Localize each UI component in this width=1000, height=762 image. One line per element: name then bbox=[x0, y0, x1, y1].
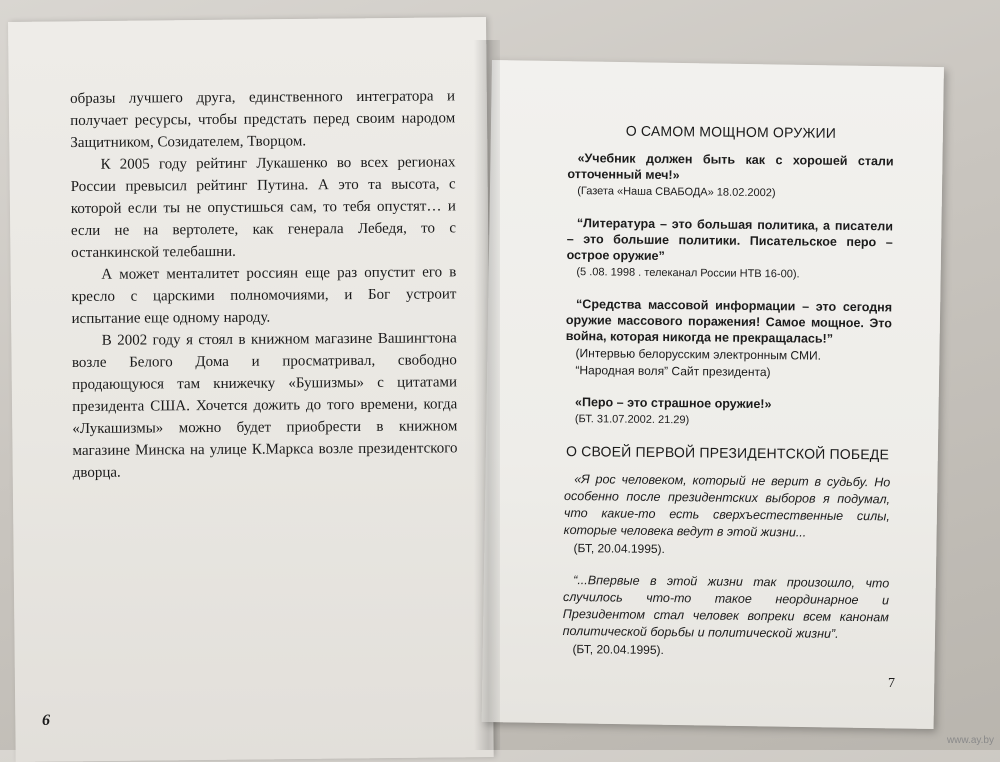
quote-3: “Средства массовой информации – это сегодня оружие массового поражения! Самое мощное. Это война, которая никогда не прекращалась!” bbox=[565, 297, 893, 346]
quote-4-source: (БТ. 31.07.2002. 21.29) bbox=[574, 413, 690, 427]
left-page-number: 6 bbox=[42, 712, 50, 729]
quote-5-source: (БТ, 20.04.1995). bbox=[573, 541, 665, 557]
left-paragraph-4: В 2002 году я стоял в книжном магазине Вашингтона возле Белого Дома и просматривал, свободно продающуюся там книжечку «Бушизмы» с цитатами президента США. Хочется дожить до того времени, когда «Лукашизмы» можно будет приобрести в книжном магазине Минска на улице К.Маркса возле президентского дворца. bbox=[71, 330, 458, 481]
quote-4: «Перо – это страшное оружие!» bbox=[574, 395, 772, 412]
right-page-number: 7 bbox=[888, 676, 895, 691]
quote-3-source-line-1: (Интервью белорусским электронным СМИ. bbox=[575, 346, 822, 363]
quote-6-source: (БТ, 20.04.1995). bbox=[572, 642, 664, 658]
quote-6: “...Впервые в этой жизни так произошло, что случилось что-то такое неординарное и Президентом стал человек вопреки всем канонам политической борьбы и политической жизни”. bbox=[562, 573, 890, 641]
left-paragraph-1: образы лучшего друга, единственного интегратора и получает ресурсы, чтобы предстать перед своим народом Защитником, Созидателем, Творцом. bbox=[70, 88, 456, 151]
quote-2-source: (5 .08. 1998 . телеканал России НТВ 16-00). bbox=[576, 266, 800, 281]
watermark: www.ay.by bbox=[946, 735, 994, 746]
left-paragraph-3: А может менталитет россиян еще раз опустит его в кресло с царскими полномочиями, и Бог устроит испытание еще одному народу. bbox=[71, 264, 457, 327]
quote-3-source-line-2: “Народная воля” Сайт президента) bbox=[575, 363, 771, 380]
section-title-victory: О СВОЕЙ ПЕРВОЙ ПРЕЗИДЕНТСКОЙ ПОБЕДЕ bbox=[565, 442, 890, 463]
section-title-weapon: О САМОМ МОЩНОМ ОРУЖИИ bbox=[625, 122, 837, 141]
left-paragraph-2: К 2005 году рейтинг Лукашенко во всех регионах России превысил рейтинг Путина. А это та высота, с которой если ты не опустишься сам, то тебя опустят… и если не на вертолете, как генерала Лебедя, то с останкинской телебашни. bbox=[70, 154, 457, 261]
quote-5: «Я рос человеком, который не верит в судьбу. Но особенно после президентских выборов я подумал, что какие-то есть сверхъестественные силы, которые человека ведут в этой жизни... bbox=[563, 472, 891, 540]
book-gutter bbox=[474, 40, 500, 750]
right-page-text bbox=[562, 122, 894, 676]
left-page-text bbox=[70, 85, 458, 484]
quote-2: “Литература – это большая политика, а писатели – это большие политики. Писательское перо – острое оружие” bbox=[566, 216, 893, 264]
quote-1: «Учебник должен быть как с хорошей стали отточенный меч!» bbox=[567, 151, 894, 183]
quote-1-source: (Газета «Наша СВАБОДА» 18.02.2002) bbox=[577, 185, 776, 200]
